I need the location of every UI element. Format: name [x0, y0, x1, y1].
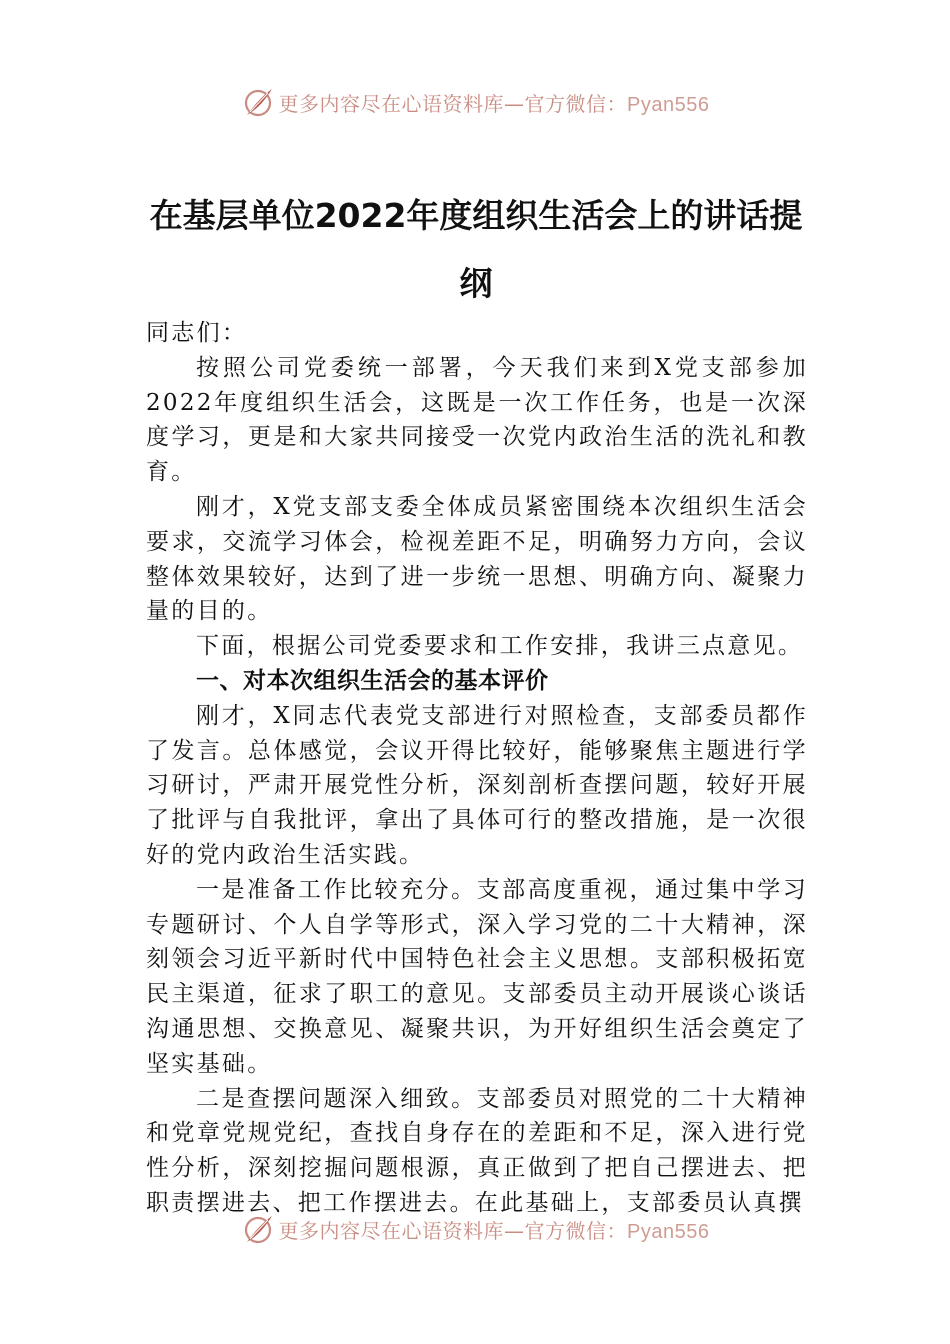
- header-watermark: [0, 82, 950, 122]
- paragraph: 刚才，X党支部支委全体成员紧密围绕本次组织生活会要求，交流学习体会，检视差距不足，明确努力方向，会议整体效果较好，达到了进一步统一思想、明确方向、凝聚力量的目的。: [146, 493, 808, 625]
- paragraph: 下面，根据公司党委要求和工作安排，我讲三点意见。: [196, 633, 804, 660]
- feather-pen-logo-icon: [241, 85, 275, 119]
- paragraph: 一是准备工作比较充分。支部高度重视，通过集中学习专题研讨、个人自学等形式，深入学习党的二十大精神，深刻领会习近平新时代中国特色社会主义思想。支部积极拓宽民主渠道，征求了职工的意见。支部委员主动开展谈心谈话沟通思想、交换意见、凝聚共识，为开好组织生活会奠定了坚实基础。: [146, 876, 808, 1077]
- section-heading: 一、对本次组织生活会的基本评价: [196, 667, 549, 694]
- watermark-text: 更多内容尽在心语资料库—官方微信：Pyan556: [278, 91, 710, 116]
- feather-pen-logo-icon: [241, 1212, 275, 1243]
- watermark-text: 更多内容尽在心语资料库—官方微信：Pyan556: [278, 1218, 710, 1243]
- paragraph: 按照公司党委统一部署，今天我们来到X党支部参加2022年度组织生活会，这既是一次工作任务，也是一次深度学习，更是和大家共同接受一次党内政治生活的洗礼和教育。: [146, 354, 808, 486]
- paragraph: 刚才，X同志代表党支部进行对照检查，支部委员都作了发言。总体感觉，会议开得比较好，能够聚焦主题进行学习研讨，严肃开展党性分析，深刻剖析查摆问题，较好开展了批评与自我批评，拿出了具体可行的整改措施，是一次很好的党内政治生活实践。: [146, 702, 808, 868]
- document-title: 在基层单位2022年度组织生活会上的讲话提纲: [149, 196, 803, 303]
- document-body: [146, 316, 808, 1221]
- salutation: 同志们：: [146, 320, 248, 346]
- footer-watermark: [0, 1203, 950, 1243]
- paragraph: 二是查摆问题深入细致。支部委员对照党的二十大精神和党章党规党纪，查找自身存在的差距和不足，深入进行党性分析，深刻挖掘问题根源，真正做到了把自己摆进去、把职责摆进去、把工作摆进去。在此基础上，支部委员认真撰: [146, 1085, 808, 1216]
